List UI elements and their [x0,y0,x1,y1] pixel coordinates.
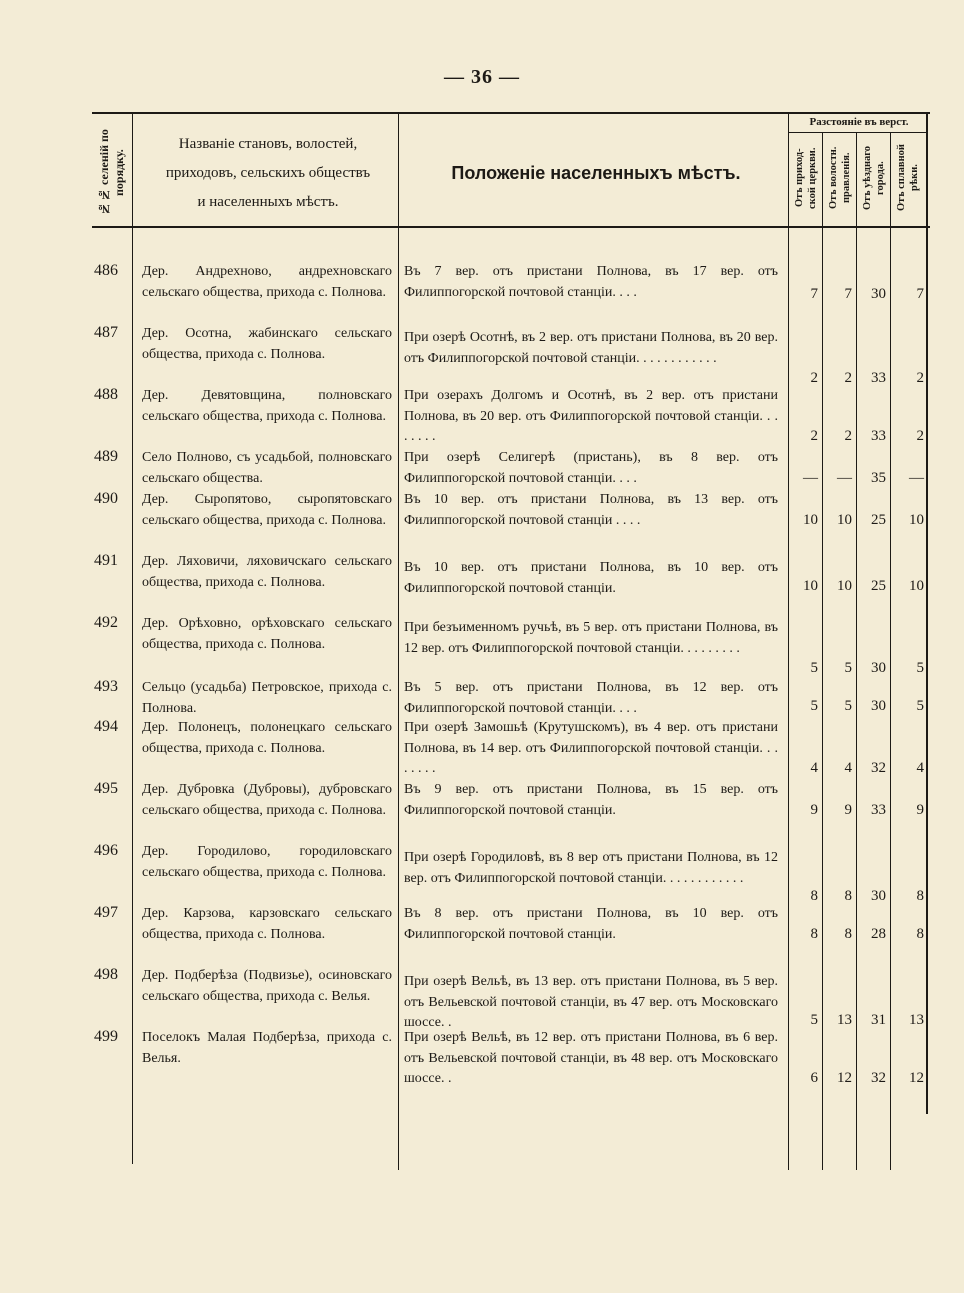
settlement-position: При озерѣ Вельѣ, въ 13 вер. отъ пристани Полнова, въ 5 вер. отъ Вельевской почтовой станціи, въ 47 вер. отъ Московскаго шоссе. . [404,974,778,1030]
row-number: 498 [94,966,118,983]
row-number: 489 [94,448,118,465]
dist-town: 35 [871,470,886,486]
dist-river: 8 [916,926,924,942]
header-name-line-1: Названіе становъ, волостей, [178,135,358,152]
settlement-position: Въ 8 вер. отъ пристани Полнова, въ 10 вер. отъ Филиппогорской почтовой станціи. [404,906,778,942]
dist-town: 33 [871,802,886,818]
settlement-name: Дер. Сыропятово, сыропятовскаго сельскаго общества, прихода с. Полнова. [142,492,392,528]
dist-church: — [803,470,818,486]
settlement-position: При озерѣ Замошьѣ (Крутушскомъ), въ 4 вер. отъ пристани Полнова, въ 14 вер. отъ Филиппогорской почтовой станціи. . . . . . . . [404,720,778,776]
dist-town: 30 [871,888,886,904]
dist-volost: — [837,470,852,486]
row-number: 495 [94,780,118,797]
settlement-name: Дер. Подберѣза (Подвизье), осиновскаго сельскаго общества, прихода с. Велья. [142,968,392,1004]
settlement-name: Дер. Полонецъ, полонецкаго сельскаго общества, прихода с. Полнова. [142,720,392,756]
dist-river: — [909,470,924,486]
settlement-position: Въ 9 вер. отъ пристани Полнова, въ 15 вер. отъ Филиппогорской почтовой станціи. [404,782,778,818]
dist-river: 8 [916,888,924,904]
settlement-position: При озерѣ Городиловѣ, въ 8 вер отъ пристани Полнова, въ 12 вер. отъ Филиппогорской почтовой станціи. . . . . . . . . . . . [404,850,778,886]
header-dist-river [892,136,924,220]
col-divider-1 [132,114,133,1164]
dist-church: 7 [810,286,818,302]
settlement-name: Дер. Карзова, карзовскаго сельскаго общества, прихода с. Полнова. [142,906,392,942]
settlement-name: Дер. Городилово, городиловскаго сельскаго общества, прихода с. Полнова. [142,844,392,880]
dist-church: 10 [803,512,818,528]
dist-town: 31 [871,1012,886,1028]
header-dist-church [790,136,822,220]
header-dist-town [858,136,890,220]
header-number [92,120,132,225]
dist-river: 10 [909,578,924,594]
dist-volost: 2 [844,370,852,386]
table-top-rule [92,112,930,114]
dist-river: 2 [916,370,924,386]
settlement-position: Въ 7 вер. отъ пристани Полнова, въ 17 вер. отъ Филиппогорской почтовой станціи. . . . [404,264,778,300]
dist-church: 6 [810,1070,818,1086]
settlement-name: Дер. Дубровка (Дубровы), дубровскаго сельскаго общества, прихода с. Полнова. [142,782,392,818]
dist-river: 9 [916,802,924,818]
row-number: 491 [94,552,118,569]
dist-volost: 5 [844,660,852,676]
dist-town: 33 [871,370,886,386]
settlement-position: Въ 5 вер. отъ пристани Полнова, въ 12 вер. отъ Филиппогорской почтовой станціи. . . . [404,680,778,716]
dist-river: 7 [916,286,924,302]
dist-volost: 4 [844,760,852,776]
dist-town: 25 [871,512,886,528]
dist-river: 4 [916,760,924,776]
header-bottom-rule [92,226,930,228]
distance-header-rule [788,132,926,133]
settlement-name: Сельцо (усадьба) Петровское, прихода с. Полнова. [142,680,392,716]
col-divider-6 [890,132,891,1170]
dist-river: 12 [909,1070,924,1086]
row-number: 497 [94,904,118,921]
settlement-position: При озерахъ Долгомъ и Осотнѣ, въ 2 вер. отъ пристани Полнова, въ 20 вер. отъ Филиппогорской почтовой станціи. . . . . . . . [404,388,778,444]
col-divider-7 [926,114,928,1114]
dist-town: 30 [871,660,886,676]
dist-church: 2 [810,370,818,386]
page-number: — 36 — [444,66,520,88]
dist-church: 10 [803,578,818,594]
dist-volost: 10 [837,512,852,528]
row-number: 496 [94,842,118,859]
dist-town: 30 [871,698,886,714]
dist-town: 32 [871,1070,886,1086]
dist-church: 8 [810,888,818,904]
dist-church: 5 [810,698,818,714]
settlement-name: Дер. Андрехново, андрехновскаго сельскаго общества, прихода с. Полнова. [142,264,392,300]
row-number: 494 [94,718,118,735]
settlement-position: Въ 10 вер. отъ пристани Полнова, въ 10 вер. отъ Филиппогорской почтовой станціи. [404,560,778,596]
dist-river: 5 [916,660,924,676]
settlement-name: Дер. Ляховичи, ляховичскаго сельскаго общества, прихода с. Полнова. [142,554,392,590]
header-dist-town-text: Отъ уѣзднаго города. [862,145,886,211]
row-number: 490 [94,490,118,507]
dist-town: 32 [871,760,886,776]
settlement-position: При озерѣ Селигерѣ (пристань), въ 8 вер. отъ Филиппогорской почтовой станціи. . . . [404,450,778,486]
settlement-name: Дер. Орѣховно, орѣховскаго сельскаго общества, прихода с. Полнова. [142,616,392,652]
header-distance: Разстояніе въ верст. [809,116,909,128]
dist-volost: 8 [844,926,852,942]
row-number: 487 [94,324,118,341]
row-number: 492 [94,614,118,631]
dist-church: 8 [810,926,818,942]
header-dist-volost [824,136,856,220]
dist-volost: 12 [837,1070,852,1086]
header-dist-church-text: Отъ приход- ской церкви. [794,147,818,209]
dist-church: 5 [810,660,818,676]
dist-volost: 13 [837,1012,852,1028]
dist-volost: 2 [844,428,852,444]
settlement-position: При озерѣ Вельѣ, въ 12 вер. отъ пристани Полнова, въ 6 вер. отъ Вельевской почтовой станціи, въ 48 вер. отъ Московскаго шоссе. . [404,1030,778,1086]
dist-river: 2 [916,428,924,444]
row-number: 488 [94,386,118,403]
settlement-name: Дер. Осотна, жабинскаго сельскаго общества, прихода с. Полнова. [142,326,392,362]
header-position: Положеніе населенныхъ мѣстъ. [451,162,741,183]
header-dist-volost-text: Отъ волостн. правленія. [828,146,852,210]
dist-volost: 9 [844,802,852,818]
row-number: 493 [94,678,118,695]
dist-town: 28 [871,926,886,942]
dist-town: 25 [871,578,886,594]
col-divider-2 [398,114,399,1170]
header-name-line-3: и населенныхъ мѣстъ. [197,193,339,210]
dist-church: 5 [810,1012,818,1028]
dist-river: 5 [916,698,924,714]
dist-river: 13 [909,1012,924,1028]
dist-church: 9 [810,802,818,818]
header-dist-river-text: Отъ сплавной рѣки. [896,144,920,212]
dist-town: 33 [871,428,886,444]
row-number: 499 [94,1028,118,1045]
header-number-text: №№ селеній по порядку. [97,129,126,216]
settlement-position: Въ 10 вер. отъ пристани Полнова, въ 13 вер. отъ Филиппогорской почтовой станціи . . . . [404,492,778,528]
row-number: 486 [94,262,118,279]
settlement-name: Дер. Девятовщина, полновскаго сельскаго общества, прихода с. Полнова. [142,388,392,424]
dist-volost: 5 [844,698,852,714]
dist-church: 4 [810,760,818,776]
header-name-line-2: приходовъ, сельскихъ обществъ [165,164,371,181]
settlement-table [92,112,930,1170]
settlement-position: При озерѣ Осотнѣ, въ 2 вер. отъ пристани Полнова, въ 20 вер. отъ Филиппогорской почтовой станціи. . . . . . . . . . . . [404,330,778,366]
dist-church: 2 [810,428,818,444]
dist-volost: 7 [844,286,852,302]
settlement-name: Поселокъ Малая Подберѣза, прихода с. Велья. [142,1030,392,1066]
settlement-name: Село Полново, съ усадьбой, полновскаго сельскаго общества. [142,450,392,486]
header-name [138,124,398,222]
settlement-position: При безъименномъ ручьѣ, въ 5 вер. отъ пристани Полнова, въ 12 вер. отъ Филиппогорской почтовой станціи. . . . . . . . . [404,620,778,656]
dist-volost: 8 [844,888,852,904]
dist-river: 10 [909,512,924,528]
dist-volost: 10 [837,578,852,594]
dist-town: 30 [871,286,886,302]
